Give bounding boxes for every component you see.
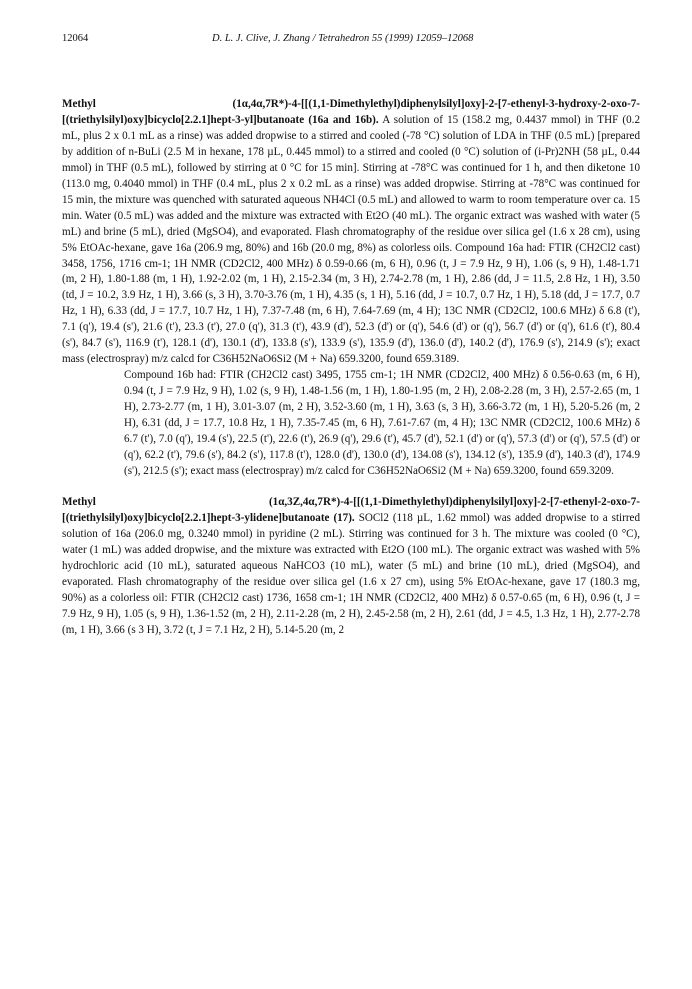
compound-title: Methyl (1α,4α,7R*)-4-[[(1,1-Dimethylethyl)diphenylsilyl]oxy]-2-[7-ethenyl-3-hydroxy-2-oxo-7-[(triethylsilyl)oxy]bicyclo[2.2.1]hept-3-yl]butanoate (16a and 16b).	[62, 98, 640, 126]
paragraph-compound-16b	[62, 368, 640, 480]
paragraph-compound-16	[62, 97, 640, 368]
article-body	[62, 97, 640, 639]
paragraph-compound-17	[62, 495, 640, 639]
running-title: D. L. J. Clive, J. Zhang / Tetrahedron 55 (1999) 12059–12068	[212, 33, 474, 44]
paragraph-text: A solution of 15 (158.2 mg, 0.4437 mmol) in THF (0.2 mL, plus 2 x 0.1 mL as a rinse) was added dropwise to a stirred and cooled (-78 °C) solution of LDA in THF (0.5 mL) [prepared by addition of n-BuLi (2.5 M in hexane, 178 µL, 0.445 mmol) to a stirred and cooled (0 °C) solution of (i-Pr)2NH (58 µL, 0.44 mmol) in THF (0.5 mL), followed by stirring at 0 °C for 15 min]. Stirring at -78°C was continued for 1 h, and then diketone 10 (113.0 mg, 0.4040 mmol) in THF (0.4 mL, plus 2 x 0.2 mL as a rinse) was added dropwise. Stirring at -78°C was continued for 15 min, the mixture was quenched with saturated aqueous NH4Cl (0.5 mL) and allowed to warm to room temperature over ca. 15 min. Water (0.5 mL) was added and the mixture was extracted with Et2O (40 mL). The organic extract was washed with water (5 mL) and brine (5 mL), dried (MgSO4), and evaporated. Flash chromatography of the residue over silica gel (1.6 x 28 cm), using 5% EtOAc-hexane, gave 16a (206.9 mg, 80%) and 16b (20.0 mg, 8%) as colorless oils. Compound 16a had: FTIR (CH2Cl2 cast) 3458, 1756, 1716 cm-1; 1H NMR (CD2Cl2, 400 MHz) δ 0.59-0.66 (m, 6 H), 0.96 (t, J = 7.9 Hz, 9 H), 1.06 (s, 9 H), 1.48-1.71 (m, 2 H), 1.80-1.88 (m, 1 H), 1.92-2.02 (m, 1 H), 2.15-2.34 (m, 3 H), 2.74-2.78 (m, 1 H), 2.86 (dd, J = 11.5, 2.8 Hz, 1 H), 3.50 (td, J = 10.2, 3.9 Hz, 1 H), 3.66 (s, 3 H), 3.70-3.76 (m, 1 H), 4.35 (s, 1 H), 5.16 (dd, J = 10.7, 0.7 Hz, 1 H), 5.18 (dd, J = 17.7, 0.7 Hz, 1 H), 6.33 (dd, J = 17.7, 10.7 Hz, 1 H), 7.37-7.48 (m, 6 H), 7.64-7.69 (m, 4 H); 13C NMR (CD2Cl2, 100.6 MHz) δ 6.8 (t'), 7.1 (q'), 19.4 (s'), 21.6 (t'), 23.3 (t'), 27.0 (q'), 31.3 (t'), 43.9 (d'), 52.3 (d') or (q'), 54.6 (d') or (q'), 56.7 (d') or (q'), 61.6 (t'), 80.4 (s'), 84.7 (s'), 116.9 (t'), 128.1 (d'), 130.1 (d'), 133.8 (s'), 133.9 (s'), 135.9 (d'), 136.0 (d'), 140.2 (d'), 176.9 (s'), 214.9 (s'); exact mass (electrospray) m/z calcd for C36H52NaO6Si2 (M + Na) 659.3200, found 659.3189.	[62, 113, 640, 366]
compound-title: Methyl (1α,3Z,4α,7R*)-4-[[(1,1-Dimethylethyl)diphenylsilyl]oxy]-2-[7-ethenyl-2-oxo-7-[(triethylsilyl)oxy]bicyclo[2.2.1]hept-3-ylidene]butanoate (17).	[62, 496, 640, 525]
page-header	[62, 33, 640, 47]
paragraph-text: Compound 16b had: FTIR (CH2Cl2 cast) 3495, 1755 cm-1; 1H NMR (CD2Cl2, 400 MHz) δ 0.56-0.63 (m, 6 H), 0.94 (t, J = 7.9 Hz, 9 H), 1.02 (s, 9 H), 1.48-1.56 (m, 1 H), 1.80-1.95 (m, 2 H), 2.08-2.28 (m, 3 H), 2.57-2.65 (m, 1 H), 2.73-2.77 (m, 1 H), 3.01-3.07 (m, 2 H), 3.52-3.60 (m, 1 H), 3.63 (s, 3 H), 3.66-3.72 (m, 1 H), 5.20-5.26 (m, 2 H), 6.31 (dd, J = 17.7, 10.8 Hz, 1 H), 7.35-7.45 (m, 6 H), 7.61-7.67 (m, 4 H); 13C NMR (CD2Cl2, 100.6 MHz) δ 6.7 (t'), 7.0 (q'), 19.4 (s'), 22.5 (t'), 22.6 (t'), 26.9 (q'), 29.6 (t'), 45.7 (d'), 52.1 (d') or (q'), 57.3 (d') or (q'), 57.5 (d') or (q'), 62.2 (t'), 79.6 (s'), 84.2 (s'), 117.8 (t'), 128.0 (d'), 130.0 (d'), 134.08 (s'), 134.12 (s'), 135.9 (d'), 140.3 (d'), 174.9 (s'), 212.5 (s'); exact mass (electrospray) m/z calcd for C36H52NaO6Si2 (M + Na) 659.3200, found 659.3209.	[124, 369, 640, 477]
page-number: 12064	[62, 33, 89, 44]
paragraph-text: SOCl2 (118 µL, 1.62 mmol) was added dropwise to a stirred solution of 16a (206.0 mg, 0.3240 mmol) in pyridine (2 mL). Stirring was continued for 3 h. The mixture was cooled (0 °C), water (1 mL) was added dropwise, and the mixture was extracted with Et2O (100 mL). The organic extract was washed with 5% hydrochloric acid (10 mL), saturated aqueous NaHCO3 (10 mL), water (5 mL) and brine (10 mL), dried (MgSO4), and evaporated. Flash chromatography of the residue over silica gel (1.6 x 27 cm), using 5% EtOAc-hexane, gave 17 (180.3 mg, 90%) as a colorless oil: FTIR (CH2Cl2 cast) 1736, 1658 cm-1; 1H NMR (CD2Cl2, 400 MHz) δ 0.57-0.65 (m, 6 H), 0.96 (t, J = 7.9 Hz, 9 H), 1.05 (s, 9 H), 1.36-1.52 (m, 2 H), 2.11-2.28 (m, 2 H), 2.45-2.58 (m, 2 H), 2.61 (dd, J = 4.5, 1.3 Hz, 1 H), 2.77-2.78 (m, 1 H), 3.66 (s 3 H), 3.72 (t, J = 7.1 Hz, 2 H), 5.14-5.20 (m, 2	[62, 512, 640, 636]
